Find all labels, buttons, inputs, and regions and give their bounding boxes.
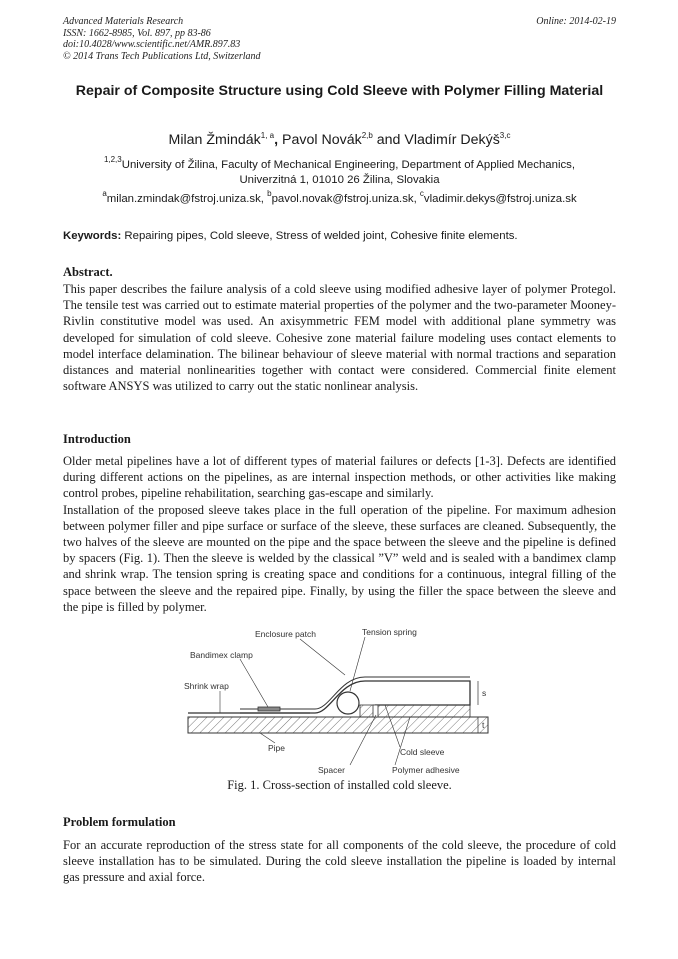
affiliation-line: University of Žilina, Faculty of Mechanical Engineering, Department of Applied Mechanics, — [121, 159, 576, 171]
introduction-paragraph: Installation of the proposed sleeve takes place in the full operation of the pipeline. For maximum adhesion between polymer filler and pipe surface or surface of the sleeve, these surfaces are cleaned. Subsequently, the two halves of the sleeve are mounted on the pipe and the space between the sleeve and the pipeline is defined by spacers (Fig. 1). Then the sleeve is welded by the classical ”V” weld and is sealed with a bandimex clamp and shrink wrap. The tension spring is creating space and conditions for a continuous, integral filling of the space between the sleeve and the repaired pipe. Finally, by using the filler the space between the sleeve and the pipe is filled by polymer. — [63, 502, 616, 614]
pipe-wall — [188, 717, 488, 733]
label-enclosure-patch: Enclosure patch — [255, 629, 316, 639]
leader-line — [260, 733, 275, 743]
figure-cold-sleeve — [180, 625, 510, 780]
abstract-text: This paper describes the failure analysis of a cold sleeve using modified adhesive layer of polymer Protegol. The tensile test was carried out to estimate material properties of the polymer and the two-parameter Mooney-Rivlin constitutive model was used. An axisymmetric FEM model with additional plane symmetry was developed for simulation of cold sleeve. Cohesive zone material failure modeling uses contact elements to model interface delamination. The bilinear behaviour of sleeve material with normal tractions and separation distances and material nonlinearities together with contact were considered. Commercial finite element software ANSYS was utilized to carry out the static nonlinear analysis. — [63, 282, 616, 394]
abstract-heading: Abstract. — [63, 265, 113, 279]
leader-line — [300, 639, 345, 675]
author-name: Pavol Novák — [282, 132, 362, 148]
author-affil-mark: 3,c — [499, 131, 511, 140]
bandimex-clamp-shape — [258, 707, 280, 711]
paper-title: Repair of Composite Structure using Cold Sleeve with Polymer Filling Material — [75, 83, 604, 99]
keywords — [63, 230, 616, 242]
author-list: Milan Žmindák$^{1, a}$, Pavol Novák$^{2,b}$ and Vladimír Dekýš$^{3,c}$ — [168, 131, 511, 148]
label-bandimex-clamp: Bandimex clamp — [190, 650, 253, 660]
email-link[interactable]: vladimir.dekys@fstroj.uniza.sk — [423, 193, 577, 205]
label-tension-spring: Tension spring — [362, 627, 417, 637]
email-link[interactable]: pavol.novak@fstroj.uniza.sk, — [271, 193, 417, 205]
label-polymer-adhesive: Polymer adhesive — [392, 765, 460, 775]
keywords-label: Keywords: — [63, 230, 122, 242]
leader-line — [240, 659, 268, 707]
problem-body — [63, 837, 616, 886]
label-cold-sleeve: Cold sleeve — [400, 747, 445, 757]
journal-name: Advanced Materials Research — [63, 16, 184, 27]
author-conjunction: and — [376, 132, 401, 148]
online-date: Online: 2014-02-19 — [536, 16, 616, 27]
label-shrink-wrap: Shrink wrap — [184, 681, 229, 691]
abstract-body — [63, 281, 616, 394]
introduction-body — [63, 453, 616, 615]
keywords-text: Repairing pipes, Cold sleeve, Stress of welded joint, Cohesive finite elements. — [124, 230, 518, 242]
email-mark: a — [102, 189, 107, 198]
issn-line: ISSN: 1662-8985, Vol. 897, pp 83-86 — [63, 27, 211, 39]
dimension-s-label: s — [482, 688, 487, 698]
author-name: Vladimír Dekýš — [404, 132, 500, 148]
label-pipe: Pipe — [268, 743, 286, 753]
author-affil-mark: 2,b — [361, 131, 373, 140]
dimension-t-label: t — [482, 720, 485, 730]
affiliation-address: Univerzitná 1, 01010 26 Žilina, Slovakia — [239, 174, 440, 186]
problem-text: For an accurate reproduction of the stress state for all components of the cold sleeve, the procedure of cold sleeve installation has to be simulated. During the cold sleeve installation the pipeline is loaded by internal gas pressure and axial force. — [63, 838, 616, 885]
email-link[interactable]: milan.zmindak@fstroj.uniza.sk, — [106, 193, 264, 205]
label-spacer: Spacer — [318, 765, 345, 775]
tension-spring-shape — [337, 692, 359, 714]
author-name: Milan Žmindák — [168, 132, 261, 148]
leader-line — [350, 637, 365, 691]
affiliation — [63, 155, 616, 188]
problem-heading: Problem formulation — [63, 815, 176, 829]
introduction-paragraph: Older metal pipelines have a lot of different types of material failures or defects [1-3]. Defects are identified during different actions on the pipelines, as are internal inspection methods, or other activities like making control probes, pipeline rehabilitation, searching gas-escape and similarly. — [63, 454, 616, 501]
cross-section-diagram — [180, 625, 510, 780]
author-affil-mark: 1, a — [260, 131, 275, 140]
journal-header — [63, 16, 261, 62]
introduction-heading: Introduction — [63, 432, 131, 446]
email-mark: b — [267, 189, 272, 198]
figure-caption: Fig. 1. Cross-section of installed cold sleeve. — [227, 778, 452, 792]
email-mark: c — [419, 189, 424, 198]
spacer-shape — [373, 705, 378, 717]
affiliation-mark: 1,2,3 — [103, 155, 122, 164]
doi-line: doi:10.4028/www.scientific.net/AMR.897.83 — [63, 39, 241, 50]
copyright-line: © 2014 Trans Tech Publications Ltd, Switzerland — [63, 50, 261, 62]
email-list — [63, 189, 616, 205]
